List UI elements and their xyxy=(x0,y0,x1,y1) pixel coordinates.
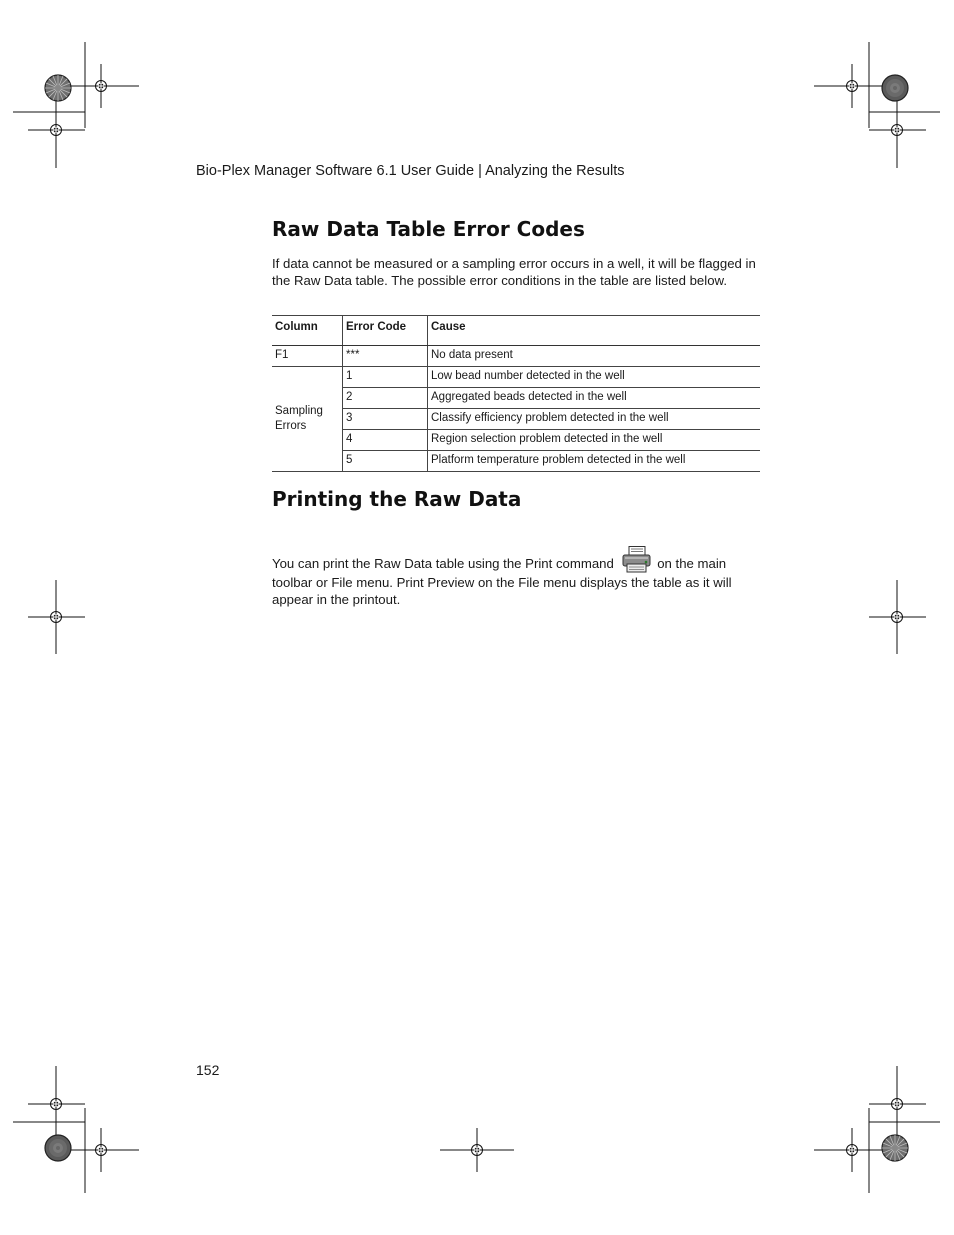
cell-cause: Aggregated beads detected in the well xyxy=(428,388,761,409)
error-codes-intro: If data cannot be measured or a sampling error occurs in a well, it will be flagged in the Raw Data table. The possible error conditions in the table are listed below. xyxy=(272,256,756,288)
cell-cause: Platform temperature problem detected in the well xyxy=(428,451,761,472)
printing-text-before: You can print the Raw Data table using the Print command xyxy=(272,556,614,571)
table-row xyxy=(272,388,760,409)
error-codes-table xyxy=(272,315,760,472)
printing-text-after: on the main toolbar or File menu. Print Preview on the File menu displays the table as it will appear in the printout. xyxy=(272,556,732,607)
cell-error-code: 1 xyxy=(343,367,428,388)
header-column: Column xyxy=(272,316,343,346)
cell-error-code: 4 xyxy=(343,430,428,451)
table-row xyxy=(272,451,760,472)
cell-cause: Classify efficiency problem detected in the well xyxy=(428,409,761,430)
table-row xyxy=(272,346,760,367)
cell-error-code: 3 xyxy=(343,409,428,430)
table-row xyxy=(272,367,760,388)
printer-icon xyxy=(620,546,652,574)
cell-sampling-errors: Sampling Errors xyxy=(272,367,343,472)
section-title-printing: Printing the Raw Data xyxy=(272,487,522,511)
header-cause: Cause xyxy=(428,316,761,346)
table-row xyxy=(272,409,760,430)
header-error-code: Error Code xyxy=(343,316,428,346)
cell-cause: Region selection problem detected in the well xyxy=(428,430,761,451)
table-header-row xyxy=(272,316,760,346)
page-number: 152 xyxy=(196,1062,220,1078)
cell-error-code: 5 xyxy=(343,451,428,472)
cell-cause: No data present xyxy=(428,346,761,367)
printing-paragraph xyxy=(272,546,762,608)
table-row xyxy=(272,430,760,451)
running-header: Bio-Plex Manager Software 6.1 User Guide | Analyzing the Results xyxy=(196,163,625,179)
cell-cause: Low bead number detected in the well xyxy=(428,367,761,388)
cell-column: F1 xyxy=(272,346,343,367)
section-title-error-codes: Raw Data Table Error Codes xyxy=(272,217,585,241)
cell-error-code: 2 xyxy=(343,388,428,409)
cell-error-code: *** xyxy=(343,346,428,367)
